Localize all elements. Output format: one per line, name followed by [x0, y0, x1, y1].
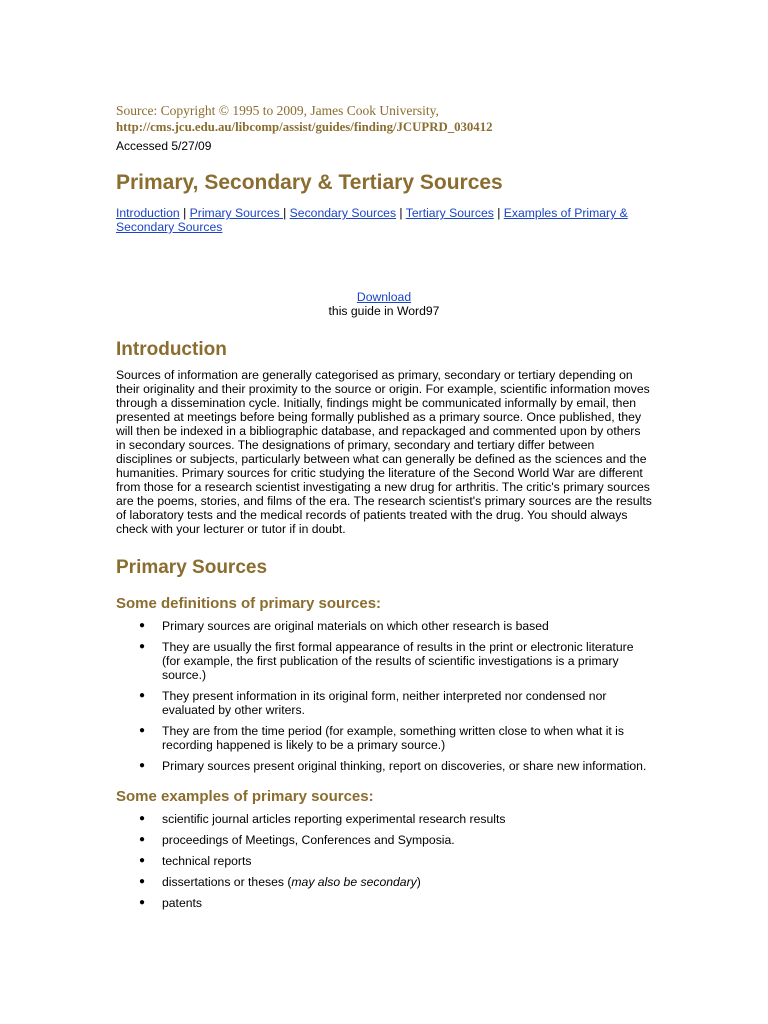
definitions-heading: Some definitions of primary sources: [116, 595, 382, 612]
bullet-icon: ● [139, 690, 146, 701]
examples-list [116, 812, 652, 910]
bullet-icon: ● [139, 834, 146, 845]
download-description: this guide in Word97 [328, 304, 440, 318]
list-item: ● They are from the time period (for example, something written close to when what it is recording happened is likely to be a primary source.) [139, 724, 624, 752]
introduction-heading: Introduction [116, 339, 227, 360]
source-copyright: Source: Copyright © 1995 to 2009, James Cook University, [116, 103, 439, 118]
download-block [116, 290, 652, 318]
nav-link-tertiary[interactable]: Tertiary Sources [405, 206, 494, 220]
bullet-icon: ● [139, 813, 146, 824]
primary-sources-heading: Primary Sources [116, 557, 268, 578]
nav-link-introduction[interactable]: Introduction [116, 206, 180, 220]
definitions-list [116, 619, 652, 773]
examples-heading: Some examples of primary sources: [116, 788, 374, 805]
nav-link-primary[interactable]: Primary Sources [189, 206, 284, 220]
page-title: Primary, Secondary & Tertiary Sources [116, 171, 503, 194]
bullet-icon: ● [139, 620, 146, 631]
nav-link-secondary[interactable]: Secondary Sources [289, 206, 397, 220]
list-item: ● scientific journal articles reporting experimental research results [139, 812, 506, 826]
accessed-date: Accessed 5/27/09 [116, 139, 212, 153]
list-item: ● technical reports [139, 854, 252, 868]
section-nav [116, 206, 652, 234]
list-item: ● They present information in its original form, neither interpreted nor condensed nor evaluated by other writers. [139, 689, 607, 717]
bullet-icon: ● [139, 725, 146, 736]
download-link[interactable]: Download [356, 290, 412, 304]
bullet-icon: ● [139, 641, 146, 652]
list-item: ● dissertations or theses (may also be secondary) [139, 875, 421, 889]
bullet-icon: ● [139, 760, 146, 771]
bullet-icon: ● [139, 855, 146, 866]
nav-separator: | [283, 206, 290, 220]
introduction-body: Sources of information are generally categorised as primary, secondary or tertiary depending on their originality and their proximity to the source or origin. For example, scientific information moves through a dissemination cycle. Initially, findings might be communicated informally by email, then presented at meetings before being formally published as a primary source. Once published, they will then be indexed in a bibliographic database, and repackaged and commented upon by others in secondary sources. The designations of primary, secondary and tertiary differ between disciplines or subjects, particularly between what can generally be defined as the sciences and the humanities. Primary sources for critic studying the literature of the Second World War are different from those for a research scientist investigating a new drug for arthritis. The critic's primary sources are the poems, stories, and films of the era. The research scientist's primary sources are the results of laboratory tests and the medical records of patients treated with the drug. You should always check with your lecturer or tutor if in doubt. [116, 368, 652, 536]
source-url: http://cms.jcu.edu.au/libcomp/assist/guides/finding/JCUPRD_030412 [116, 120, 493, 134]
list-item: ● They are usually the first formal appearance of results in the print or electronic literature (for example, the first publication of the results of scientific investigations is a primary source.) [139, 640, 634, 682]
bullet-icon: ● [139, 876, 146, 887]
list-item: ● Primary sources present original thinking, report on discoveries, or share new information. [139, 759, 647, 773]
list-item: ● patents [139, 896, 202, 910]
nav-separator: | [179, 206, 190, 220]
list-item: ● proceedings of Meetings, Conferences and Symposia. [139, 833, 455, 847]
italic-note: may also be secondary [291, 875, 417, 889]
nav-separator: | [493, 206, 504, 220]
nav-link-examples[interactable]: Examples of Primary & Secondary Sources [116, 206, 628, 234]
bullet-icon: ● [139, 897, 146, 908]
list-item: ● Primary sources are original materials on which other research is based [139, 619, 549, 633]
nav-separator: | [396, 206, 406, 220]
